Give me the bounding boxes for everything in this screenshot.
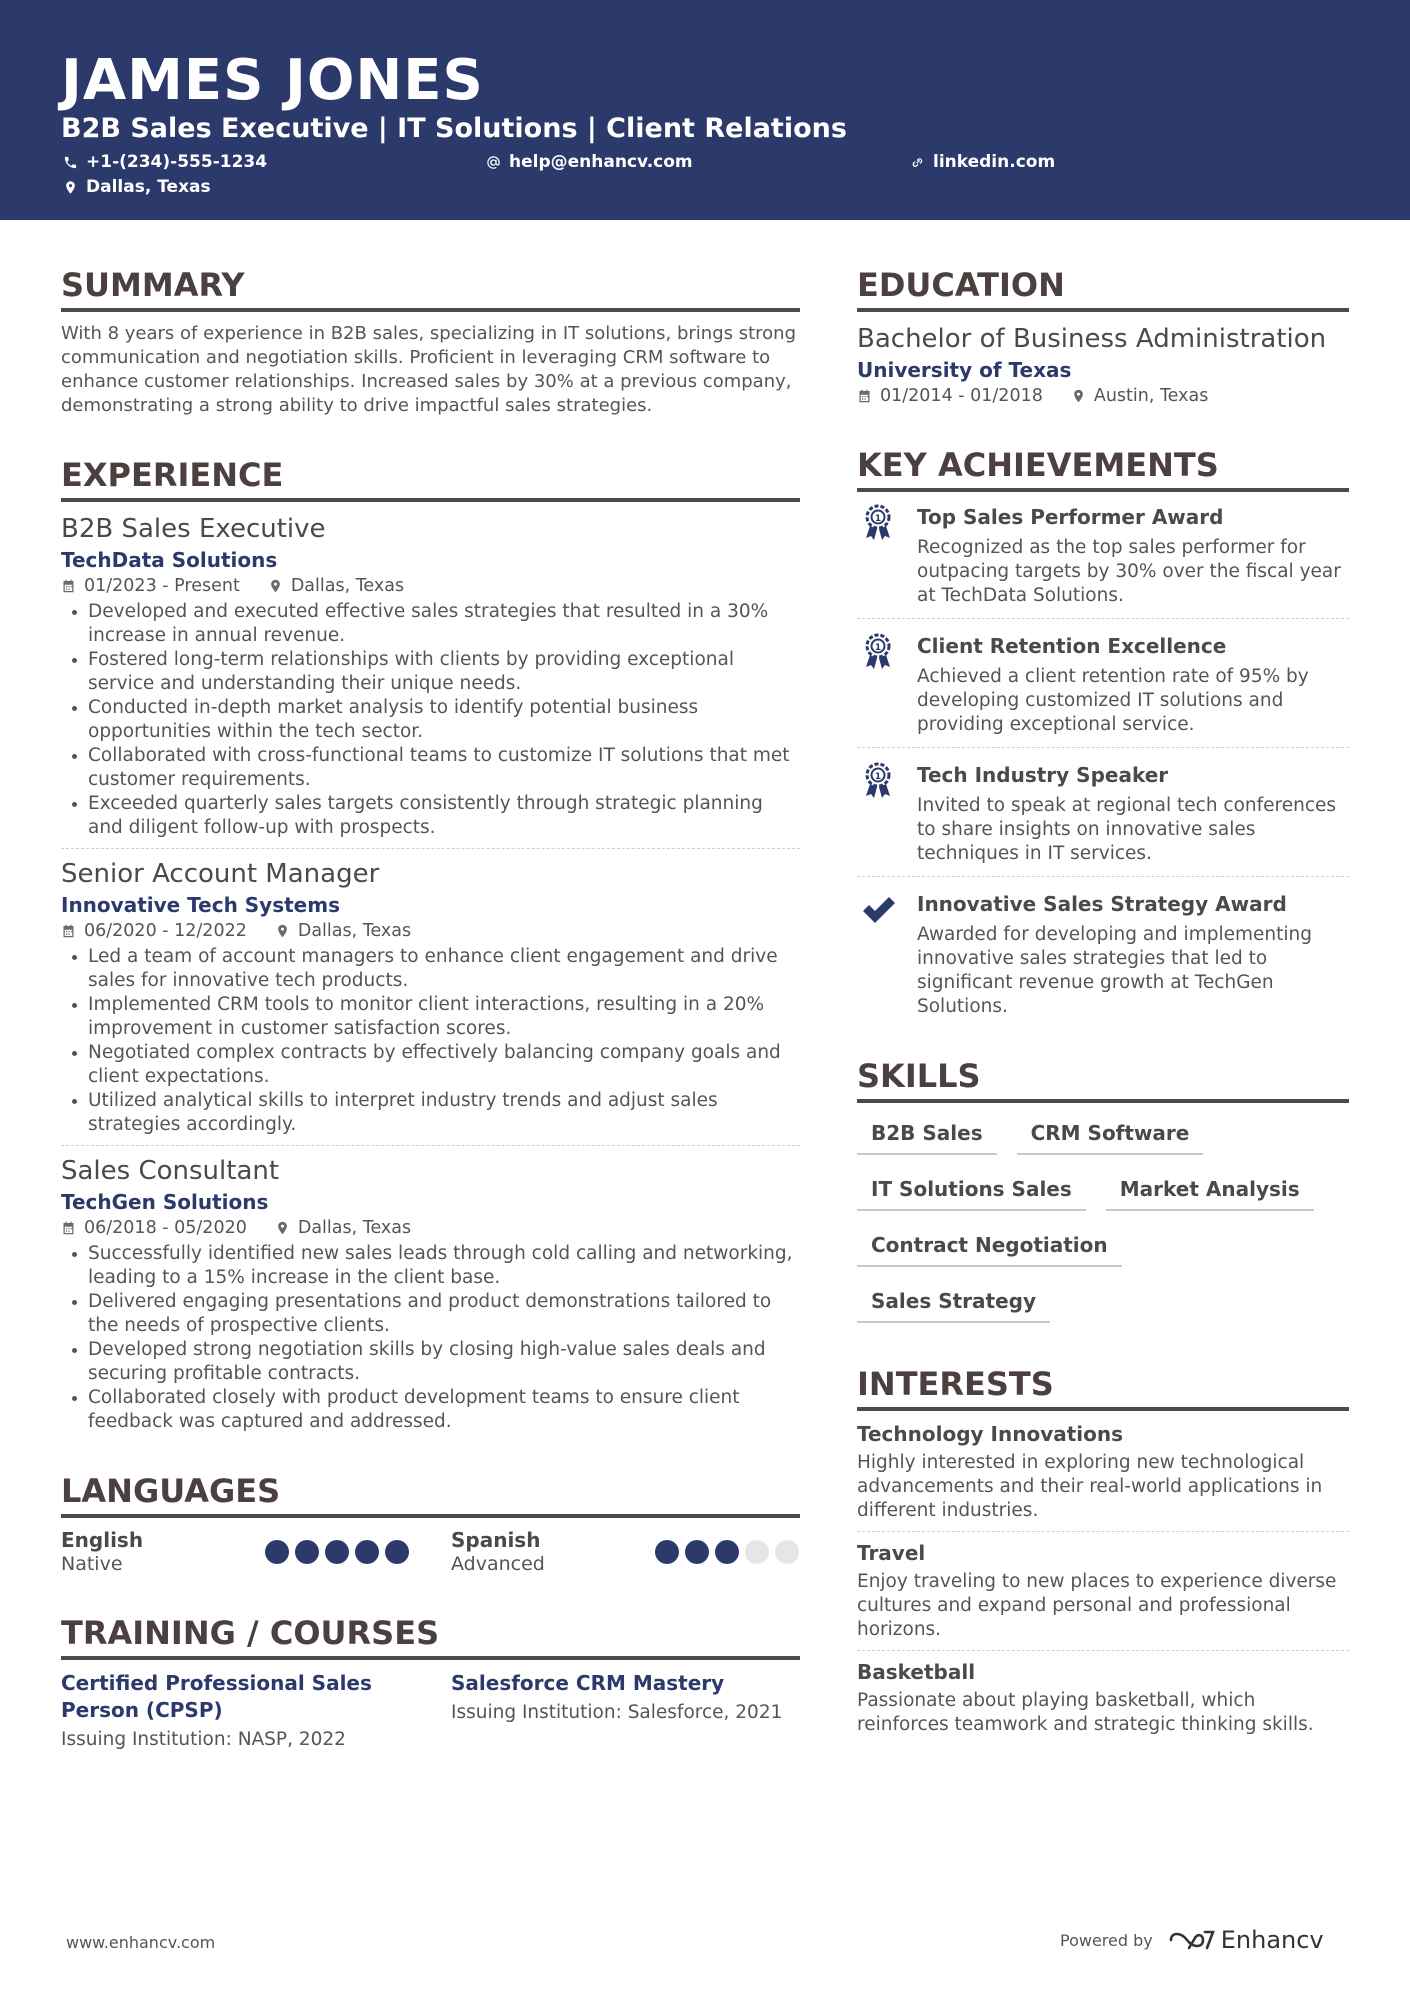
job-location: Dallas, Texas bbox=[290, 576, 405, 596]
degree-title: Bachelor of Business Administration bbox=[857, 324, 1327, 354]
location-text: Dallas, Texas bbox=[86, 177, 211, 197]
at-icon bbox=[486, 155, 501, 170]
rating-dot-filled bbox=[295, 1540, 319, 1564]
divider bbox=[857, 1650, 1349, 1651]
skills-heading: SKILLS bbox=[857, 1055, 1349, 1103]
education-heading: EDUCATION bbox=[857, 264, 1349, 312]
svg-text:1: 1 bbox=[874, 514, 882, 524]
rating-dot-filled bbox=[355, 1540, 379, 1564]
job-bullet: Utilized analytical skills to interpret industry trends and adjust sales strategies accordingly. bbox=[61, 1089, 800, 1137]
language-item bbox=[451, 1528, 799, 1576]
enhancv-brand-text: Enhancv bbox=[1220, 1926, 1324, 1954]
job-dates: 01/2023 - Present bbox=[84, 576, 240, 596]
skill-list bbox=[857, 1113, 1349, 1337]
job-bullet: Developed strong negotiation skills by closing high-value sales deals and securing profitable contracts. bbox=[61, 1338, 800, 1386]
job-bullet: Exceeded quarterly sales targets consistently through strategic planning and diligent follow-up with prospects. bbox=[61, 792, 800, 840]
language-item bbox=[61, 1528, 409, 1576]
education-section bbox=[857, 264, 1349, 408]
achievement-desc: Recognized as the top sales performer for outpacing targets by 30% over the fiscal year at TechData Solutions. bbox=[917, 537, 1341, 606]
course-issuer: Issuing Institution: NASP, 2022 bbox=[61, 1729, 346, 1750]
job-meta bbox=[61, 1216, 800, 1240]
location-pin-icon bbox=[63, 180, 78, 195]
location-pin-icon bbox=[1071, 388, 1086, 404]
interest-title: Travel bbox=[857, 1541, 926, 1565]
calendar-icon bbox=[857, 388, 872, 404]
achievement-desc: Awarded for developing and implementing innovative sales strategies that led to significant revenue growth at TechGen Solutions. bbox=[917, 924, 1312, 1017]
award-ribbon-icon bbox=[861, 504, 895, 542]
language-level: Native bbox=[61, 1553, 123, 1575]
interest-desc: Highly interested in exploring new technological advancements and their real-world applications in different industries. bbox=[857, 1452, 1323, 1521]
summary-section bbox=[61, 264, 800, 418]
achievement-item bbox=[857, 502, 1349, 608]
experience-entry bbox=[61, 1154, 800, 1434]
language-list bbox=[61, 1528, 800, 1576]
job-role: Senior Account Manager bbox=[61, 859, 380, 889]
calendar-icon bbox=[61, 578, 76, 594]
divider bbox=[61, 848, 800, 849]
rating-dot-filled bbox=[655, 1540, 679, 1564]
job-bullet: Collaborated with cross-functional teams to customize IT solutions that met customer requirements. bbox=[61, 744, 800, 792]
job-bullets bbox=[61, 945, 800, 1137]
enhancv-logo bbox=[1167, 1926, 1324, 1954]
achievement-item bbox=[857, 760, 1349, 866]
rating-dot-empty bbox=[775, 1540, 799, 1564]
achievement-desc: Invited to speak at regional tech conferences to share insights on innovative sales techniques in IT services. bbox=[917, 795, 1337, 864]
education-dates: 01/2014 - 01/2018 bbox=[880, 386, 1043, 406]
job-bullets bbox=[61, 1242, 800, 1434]
job-bullet: Collaborated closely with product development teams to ensure client feedback was captured and addressed. bbox=[61, 1386, 800, 1434]
calendar-icon bbox=[61, 923, 76, 939]
award-ribbon-icon bbox=[861, 633, 895, 671]
skill-tag: CRM Software bbox=[1017, 1113, 1204, 1155]
job-bullet: Fostered long-term relationships with clients by providing exceptional service and understanding their unique needs. bbox=[61, 648, 800, 696]
candidate-name: JAMES JONES bbox=[61, 48, 484, 113]
language-name: Spanish bbox=[451, 1528, 541, 1552]
email-text: help@enhancv.com bbox=[509, 152, 693, 172]
footer-branding[interactable] bbox=[1060, 1926, 1324, 1954]
phone-text: +1-(234)-555-1234 bbox=[86, 152, 268, 172]
interest-desc: Passionate about playing basketball, which reinforces teamwork and strategic thinking skills. bbox=[857, 1690, 1314, 1735]
course-title: Salesforce CRM Mastery bbox=[451, 1671, 725, 1695]
job-meta bbox=[61, 919, 800, 943]
job-meta bbox=[61, 574, 800, 598]
achievement-desc: Achieved a client retention rate of 95% by developing customized IT solutions and providing exceptional service. bbox=[917, 666, 1309, 735]
language-level: Advanced bbox=[451, 1553, 545, 1575]
left-column bbox=[61, 264, 800, 1754]
job-dates: 06/2018 - 05/2020 bbox=[84, 1218, 247, 1238]
interest-item bbox=[857, 1659, 1349, 1737]
skill-tag: IT Solutions Sales bbox=[857, 1169, 1086, 1211]
job-bullet: Successfully identified new sales leads through cold calling and networking, leading to a 15% increase in the client base. bbox=[61, 1242, 800, 1290]
achievement-item bbox=[857, 889, 1349, 1019]
skill-tag: B2B Sales bbox=[857, 1113, 997, 1155]
achievement-title: Top Sales Performer Award bbox=[917, 505, 1224, 529]
achievements-section bbox=[857, 444, 1349, 1019]
rating-dot-filled bbox=[685, 1540, 709, 1564]
course-list bbox=[61, 1670, 800, 1754]
candidate-title: B2B Sales Executive | IT Solutions | Client Relations bbox=[61, 113, 847, 144]
divider bbox=[61, 1145, 800, 1146]
education-location: Austin, Texas bbox=[1093, 386, 1209, 406]
contact-phone[interactable] bbox=[63, 151, 267, 173]
rating-dot-filled bbox=[715, 1540, 739, 1564]
summary-text: With 8 years of experience in B2B sales, specializing in IT solutions, brings strong communication and negotiation skills. Proficient in leveraging CRM software to enhance customer relationships. Increased sales by 30% at a previous company, demonstrating a strong ability to drive impactful sales strategies. bbox=[61, 323, 797, 416]
experience-entry bbox=[61, 857, 800, 1137]
location-pin-icon bbox=[275, 923, 290, 939]
job-role: Sales Consultant bbox=[61, 1156, 280, 1186]
linkedin-text: linkedin.com bbox=[933, 152, 1056, 172]
job-company: TechData Solutions bbox=[61, 548, 278, 572]
skills-section bbox=[857, 1055, 1349, 1337]
checkmark-icon bbox=[861, 891, 895, 929]
rating-dot-filled bbox=[265, 1540, 289, 1564]
interest-item bbox=[857, 1540, 1349, 1642]
experience-heading: EXPERIENCE bbox=[61, 454, 800, 502]
achievements-heading: KEY ACHIEVEMENTS bbox=[857, 444, 1349, 492]
achievement-title: Client Retention Excellence bbox=[917, 634, 1227, 658]
languages-heading: LANGUAGES bbox=[61, 1470, 800, 1518]
job-bullets bbox=[61, 600, 800, 840]
award-ribbon-icon bbox=[861, 762, 895, 800]
rating-dot-filled bbox=[325, 1540, 349, 1564]
school-name: University of Texas bbox=[857, 358, 1072, 382]
job-role: B2B Sales Executive bbox=[61, 514, 326, 544]
job-location: Dallas, Texas bbox=[297, 1218, 412, 1238]
location-pin-icon bbox=[275, 1220, 290, 1236]
divider bbox=[857, 1531, 1349, 1532]
contact-linkedin[interactable] bbox=[910, 151, 1055, 173]
job-location: Dallas, Texas bbox=[297, 921, 412, 941]
education-meta bbox=[857, 384, 1349, 408]
enhancv-logo-icon bbox=[1167, 1928, 1215, 1952]
language-rating bbox=[265, 1540, 409, 1564]
achievement-title: Tech Industry Speaker bbox=[917, 763, 1169, 787]
course-item bbox=[451, 1670, 799, 1754]
link-icon bbox=[910, 155, 925, 170]
interests-heading: INTERESTS bbox=[857, 1363, 1349, 1411]
job-bullet: Negotiated complex contracts by effectively balancing company goals and client expectations. bbox=[61, 1041, 800, 1089]
job-bullet: Led a team of account managers to enhance client engagement and drive sales for innovative tech products. bbox=[61, 945, 800, 993]
skill-tag: Contract Negotiation bbox=[857, 1225, 1122, 1267]
experience-entry bbox=[61, 512, 800, 840]
course-issuer: Issuing Institution: Salesforce, 2021 bbox=[451, 1702, 783, 1723]
interest-title: Technology Innovations bbox=[857, 1422, 1124, 1446]
achievement-item bbox=[857, 631, 1349, 737]
course-title: Certified Professional Sales Person (CPSP) bbox=[61, 1671, 372, 1722]
job-company: TechGen Solutions bbox=[61, 1190, 269, 1214]
course-item bbox=[61, 1670, 409, 1754]
resume-header bbox=[0, 0, 1410, 220]
interest-title: Basketball bbox=[857, 1660, 976, 1684]
svg-text:1: 1 bbox=[874, 643, 882, 653]
interest-desc: Enjoy traveling to new places to experience diverse cultures and expand personal and professional horizons. bbox=[857, 1571, 1337, 1640]
location-pin-icon bbox=[268, 578, 283, 594]
training-section bbox=[61, 1612, 800, 1754]
languages-section bbox=[61, 1470, 800, 1576]
svg-text:1: 1 bbox=[874, 772, 882, 782]
right-column bbox=[857, 264, 1349, 1737]
job-bullet: Delivered engaging presentations and product demonstrations tailored to the needs of prospective clients. bbox=[61, 1290, 800, 1338]
training-heading: TRAINING / COURSES bbox=[61, 1612, 800, 1660]
divider bbox=[857, 618, 1349, 619]
job-bullet: Developed and executed effective sales strategies that resulted in a 30% increase in annual revenue. bbox=[61, 600, 800, 648]
language-rating bbox=[655, 1540, 799, 1564]
rating-dot-filled bbox=[385, 1540, 409, 1564]
contact-location bbox=[63, 176, 211, 198]
interest-item bbox=[857, 1421, 1349, 1523]
achievement-title: Innovative Sales Strategy Award bbox=[917, 892, 1287, 916]
contact-email[interactable] bbox=[486, 151, 693, 173]
job-bullet: Conducted in-depth market analysis to identify potential business opportunities within the tech sector. bbox=[61, 696, 800, 744]
rating-dot-empty bbox=[745, 1540, 769, 1564]
job-dates: 06/2020 - 12/2022 bbox=[84, 921, 247, 941]
powered-by-label: Powered by bbox=[1060, 1930, 1153, 1950]
skill-tag: Market Analysis bbox=[1106, 1169, 1314, 1211]
job-company: Innovative Tech Systems bbox=[61, 893, 340, 917]
skill-tag: Sales Strategy bbox=[857, 1281, 1050, 1323]
footer-website[interactable]: www.enhancv.com bbox=[66, 1933, 216, 1952]
divider bbox=[857, 747, 1349, 748]
interests-section bbox=[857, 1363, 1349, 1737]
calendar-icon bbox=[61, 1220, 76, 1236]
experience-section bbox=[61, 454, 800, 1434]
language-name: English bbox=[61, 1528, 144, 1552]
divider bbox=[857, 876, 1349, 877]
job-bullet: Implemented CRM tools to monitor client interactions, resulting in a 20% improvement in customer satisfaction scores. bbox=[61, 993, 800, 1041]
summary-heading: SUMMARY bbox=[61, 264, 800, 312]
phone-icon bbox=[63, 155, 78, 170]
